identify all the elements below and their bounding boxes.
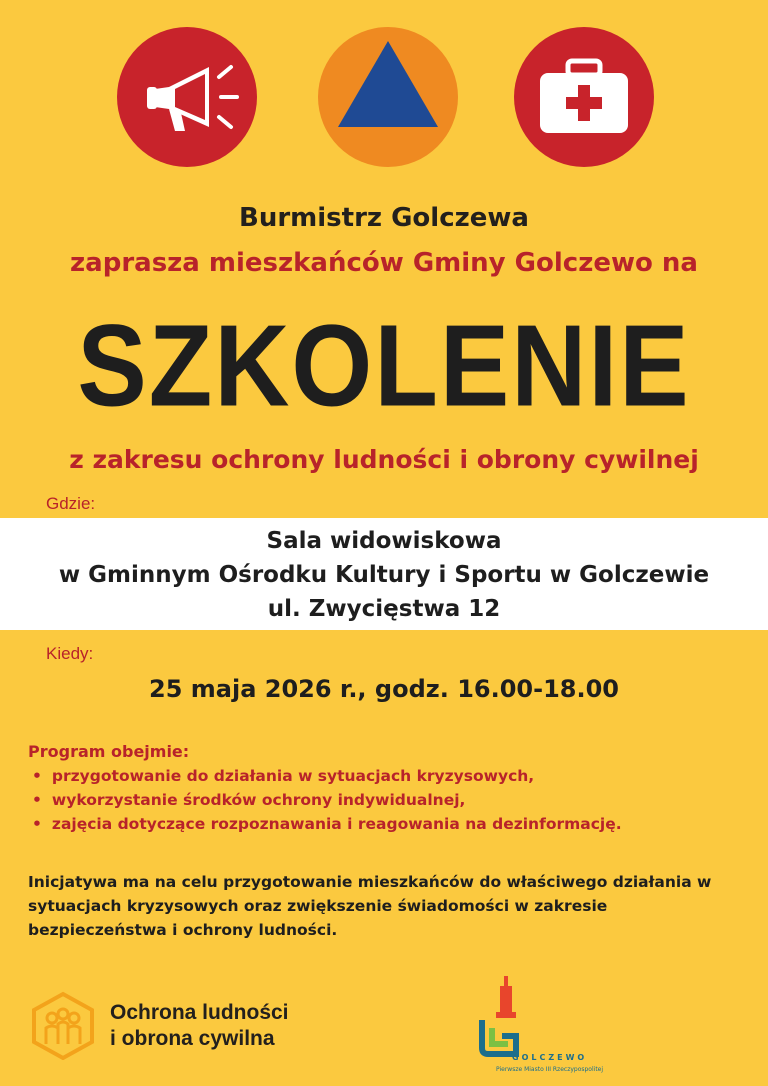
venue-hall: Sala widowiskowa [266,528,502,554]
civil-protection-logo-icon [28,990,98,1060]
event-datetime: 25 maja 2026 r., godz. 16.00-18.00 [149,675,619,703]
invitation-text: zaprasza mieszkańców Gminy Golczewo na [70,248,698,278]
venue-institution: w Gminnym Ośrodku Kultury i Sportu w Golczewie [58,562,710,588]
program-heading: Program obejmie: [28,742,190,761]
civil-defence-triangle-icon [318,27,458,167]
program-item: • wykorzystanie środków ochrony indywidualnej, [32,788,622,812]
program-item: • przygotowanie do działania w sytuacjach kryzysowych, [32,764,622,788]
venue-box [0,518,768,630]
icon-row [0,27,768,167]
when-label: Kiedy: [46,644,94,663]
initiative-paragraph: Inicjatywa ma na celu przygotowanie mieszkańców do właściwego działania w sytuacjach kryzysowych oraz zwiększenie świadomości w zakresie bezpieczeństwa i ochrony ludności. [28,873,712,939]
town-name: GOLCZEWO [512,1053,588,1062]
megaphone-icon [117,27,257,167]
program-item: • zajęcia dotyczące rozpoznawania i reagowania na dezinformację. [32,812,622,836]
civil-defence-badge [318,27,458,167]
ocl-line-2: i obrona cywilna [110,1027,275,1050]
ocl-line-1: Ochrona ludności [110,1001,289,1024]
golczewo-logo-icon [470,972,530,1062]
town-subtitle: Pierwsze Miasto III Rzeczypospolitej [496,1066,604,1073]
venue-address: ul. Zwycięstwa 12 [267,596,501,622]
first-aid-badge [514,27,654,167]
where-label: Gdzie: [46,494,96,513]
program-list [32,764,622,836]
organizer-heading: Burmistrz Golczewa [239,203,529,233]
first-aid-kit-icon [514,27,654,167]
training-scope: z zakresu ochrony ludności i obrony cywilnej [69,445,699,474]
page-title: SZKOLENIE [77,301,691,432]
civil-protection-logo-text [110,1000,289,1052]
megaphone-badge [117,27,257,167]
